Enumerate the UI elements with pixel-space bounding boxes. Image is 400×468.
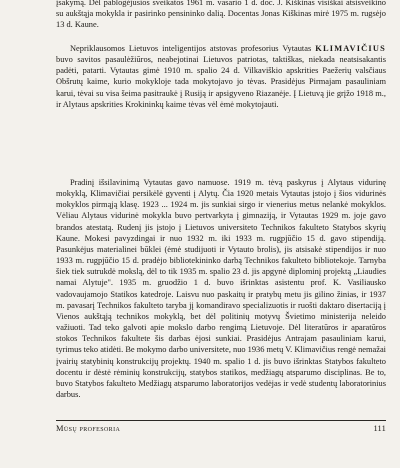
page-footer: [56, 424, 386, 433]
running-title: Mūsų profesoria: [56, 424, 121, 433]
footer-divider: [56, 420, 386, 421]
page-number: 111: [373, 424, 386, 433]
paragraph-klimavicius-intro: [56, 43, 386, 110]
paragraph-text: įsakymą. Dėl pablogėjusios sveikatos 1961 m. vasario 1 d. doc. J. Kiškinas visiškai atsisveikino su aukštąja mokykla ir pasirinko pensininko dalią. Docentas Jonas Kiškinas mirė 1975 m. rugsėjo 13 d. Kaune.: [56, 0, 386, 30]
paragraph-kiskinas-end: [56, 0, 386, 30]
intro-rest: buvo savitos pasaulėžiūros, neabejotinai Lietuvos patriotas, taktiškas, niekada neatsisakantis padėti, patarti. Vytautas gimė 1910 m. spalio 24 d. Vilkaviškio apskrities Paežerių valsčiaus Obšrutų kaime, kurio mokykloje tada mokytojavo jo tėvas. Prasidėjus Pirmajam pasauliniam karui, tėvai su visa šeima pasitraukė į Rusiją ir apsigyveno Riazanėje. Į Lietuvą jie grįžo 1918 m., ir Alytaus apskrities Krokininkų kaime tėvas vėl ėmė mokytojauti.: [56, 55, 386, 109]
intro-lead: Nepriklausomos Lietuvos inteligentijos atstovas profesorius Vytautas: [70, 44, 312, 53]
professor-name: KLIMAVIČIUS: [315, 44, 386, 53]
paragraph-education-career: [56, 177, 386, 400]
paragraph-text: Pradinį išsilavinimą Vytautas gavo namuose. 1919 m. tėvą paskyrus į Alytaus vidurinę mokyklą, Klimavičiai persikėlė gyventi į Alytų. Čia 1920 metais Vytautas įstojo į šios vidurinės mokyklos pirmąją klasę. 1923 ... 1924 m. jis sunkiai sirgo ir vienerius metus nelankė mokyklos. Vėliau Alytaus vidurinė mokykla buvo pertvarkyta į gimnaziją, ir Vytautas 1929 m. joje gavo brandos atestatą. Rudenį jis įstojo į Lietuvos universiteto Technikos fakulteto Statybos skyrių Kaune. Mokesi pavyzdingai ir nuo 1932 m. iki 1933 m. rugpjūčio 15 d. gavo stipendiją. Pasunkėjus materialinei būklei (ėmė studijuoti ir Vytauto brolis), jis atsisakė stipendijos ir nuo 1933 m. rugpjūčio 15 d. pradėjo bibliotekininko darbą Technikos fakulteto bibliotekoje. Tarnyba šiek tiek sutrukdė mokslą, dėl to tik 1935 m. spalio 23 d. jis apgynė diplominį projektą „Liaudies namai Alytuje". 1935 m. gruodžio 1 d. buvo išrinktas asistentu prof. K. Vasiliausko vadovaujamojo Statikos katedroje. Laisvu nuo paskaitų ir pratybų metu jis gilino žinias, ir 1937 m. pavasarį Technikos fakulteto taryba jį komandiravo specializuotis ir ruošti daktaro disertaciją į Vienos aukštąją technikos mokyklą, bet dėl politinių motyvų Švietimo ministerija neleido važiuoti. Tad teko galvoti apie mokslo darbo rengimą Lietuvoje. Dėl literatūros ir aparatūros stokos Technikos fakultete šis darbas ėjosi sunkiai. Prasidėjus Antrajam pasauliniam karui, tyrimus teko atidėti. Be mokymo darbo universitete, nuo 1936 metų V. Klimavičius rengė nemažai įvairių statybinių konstrukcijų projektų. 1940 m. spalio 1 d. jis buvo išrinktas Statybos fakulteto docentu ir dėstė rėminių konstrukcijų, statybos statikos, medžiagų atsparumo disciplinas. Be to, buvo Statybos fakulteto Medžiagų atsparumo laboratorijos vedėjas ir vedė studentų laboratorinius darbus.: [56, 178, 386, 399]
